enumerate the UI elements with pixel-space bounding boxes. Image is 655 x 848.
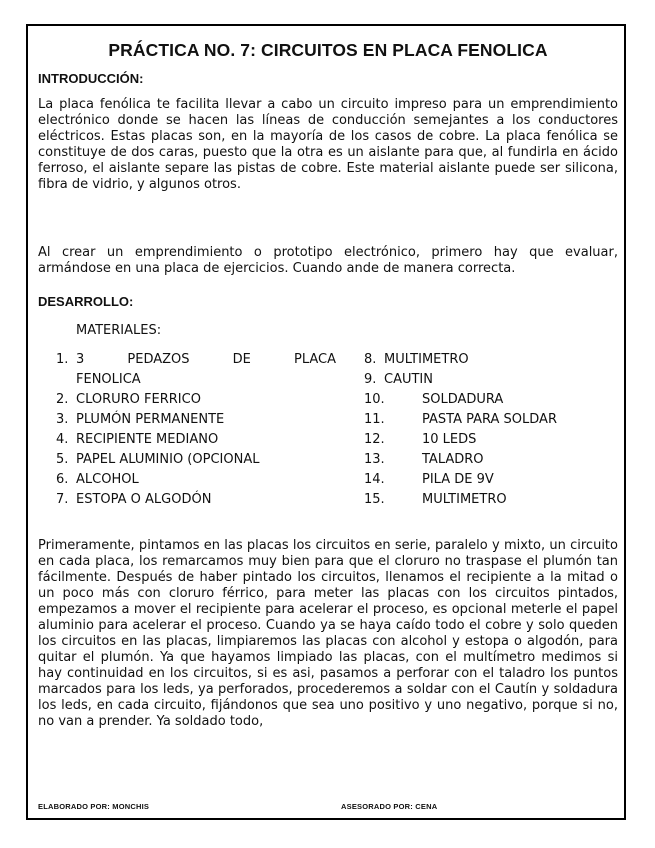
material-item-12 (364, 430, 624, 450)
material-text: SOLDADURA (422, 392, 504, 407)
material-item-1 (56, 350, 346, 390)
material-number: 6. (56, 472, 69, 487)
footer-elaborado: ELABORADO POR: MONCHIS (38, 802, 150, 811)
material-text: PASTA PARA SOLDAR (422, 412, 557, 427)
material-number: 1. (56, 352, 69, 367)
material-number: 15. (364, 492, 385, 507)
desarrollo-heading: DESARROLLO: (38, 294, 134, 309)
material-item-10 (364, 390, 624, 410)
material-number: 2. (56, 392, 69, 407)
material-text: RECIPIENTE MEDIANO (76, 432, 219, 447)
material-item-15 (364, 490, 624, 510)
material-item-13 (364, 450, 624, 470)
material-text: PAPEL ALUMINIO (OPCIONAL (76, 452, 260, 467)
material-item-4 (56, 430, 346, 450)
material-number: 10. (364, 392, 385, 407)
material-text: 10 LEDS (422, 432, 477, 447)
procedure-paragraph: Primeramente, pintamos en las placas los circuitos en serie, paralelo y mixto, un circuito en cada placa, los remarcamos muy bien para que el cloruro no traspase el plumón tan fácilmente. Después de haber pintado los circuitos, llenamos el recipiente a la mitad o un poco más con cloruro férrico, para meter las placas con los circuitos pintados, empezamos a mover el recipiente para acelerar el proceso, es opcional meterle el papel aluminio para acelerar el proceso. Cuando ya se haya caído todo el cobre y solo queden los circuitos en las placas, limpiaremos las placas con alcohol y estopa o algodón, para quitar el plumón. Ya que hayamos limpiado las placas, con el multímetro medimos si hay continuidad en los circuitos, si es asi, pasamos a perforar con el taladro los puntos marcados para los leds, ya perforados, procederemos a soldar con el Cautín y soldadura los leds, en cada circuito, fijándonos que sea uno positivo y uno negativo, porque si no, no van a prender. Ya soldado todo, (38, 538, 618, 729)
material-number: 7. (56, 492, 69, 507)
material-item-11 (364, 410, 624, 430)
material-item-7 (56, 490, 346, 510)
material-item-8 (364, 350, 624, 370)
material-number: 4. (56, 432, 69, 447)
material-text: PLUMÓN PERMANENTE (76, 412, 225, 427)
materials-label: MATERIALES: (76, 323, 162, 338)
material-number: 8. (364, 352, 377, 367)
material-text: ALCOHOL (76, 472, 139, 487)
page-title: PRÁCTICA NO. 7: CIRCUITOS EN PLACA FENOLICA (108, 40, 548, 60)
material-number: 13. (364, 452, 385, 467)
material-text: MULTIMETRO (384, 352, 469, 367)
material-number: 14. (364, 472, 385, 487)
introduccion-paragraph-2: Al crear un emprendimiento o prototipo electrónico, primero hay que evaluar, armándose en una placa de ejercicios. Cuando ande de manera correcta. (38, 245, 618, 276)
introduccion-heading: INTRODUCCIÓN: (38, 71, 144, 86)
material-item-6 (56, 470, 346, 490)
material-text: PILA DE 9V (422, 472, 494, 487)
material-text: 3 PEDAZOS DE PLACA (76, 352, 336, 367)
material-item-3 (56, 410, 346, 430)
material-item-14 (364, 470, 624, 490)
material-text: MULTIMETRO (422, 492, 507, 507)
material-text: CAUTIN (384, 372, 433, 387)
materials-list-left (56, 350, 346, 510)
material-text-continued: FENOLICA (76, 372, 141, 387)
page-frame (26, 24, 626, 820)
material-number: 3. (56, 412, 69, 427)
material-item-5 (56, 450, 346, 470)
material-number: 12. (364, 432, 385, 447)
material-text: ESTOPA O ALGODÓN (76, 492, 212, 507)
material-number: 5. (56, 452, 69, 467)
materials-list-right (364, 350, 624, 510)
material-number: 9. (364, 372, 377, 387)
footer-asesorado: ASESORADO POR: CENA (341, 802, 438, 811)
material-text: TALADRO (422, 452, 484, 467)
material-item-2 (56, 390, 346, 410)
material-text: CLORURO FERRICO (76, 392, 201, 407)
material-number: 11. (364, 412, 385, 427)
introduccion-paragraph-1: La placa fenólica te facilita llevar a cabo un circuito impreso para un emprendimiento electrónico donde se hacen las líneas de conducción semejantes a los conductores eléctricos. Estas placas son, en la mayoría de los casos de cobre. La placa fenólica se constituye de dos caras, puesto que la otra es un aislante para que, al fundirla en ácido ferroso, el aislante separe las pistas de cobre. Este material aislante puede ser silicona, fibra de vidrio, y algunos otros. (38, 97, 618, 192)
material-item-9 (364, 370, 624, 390)
